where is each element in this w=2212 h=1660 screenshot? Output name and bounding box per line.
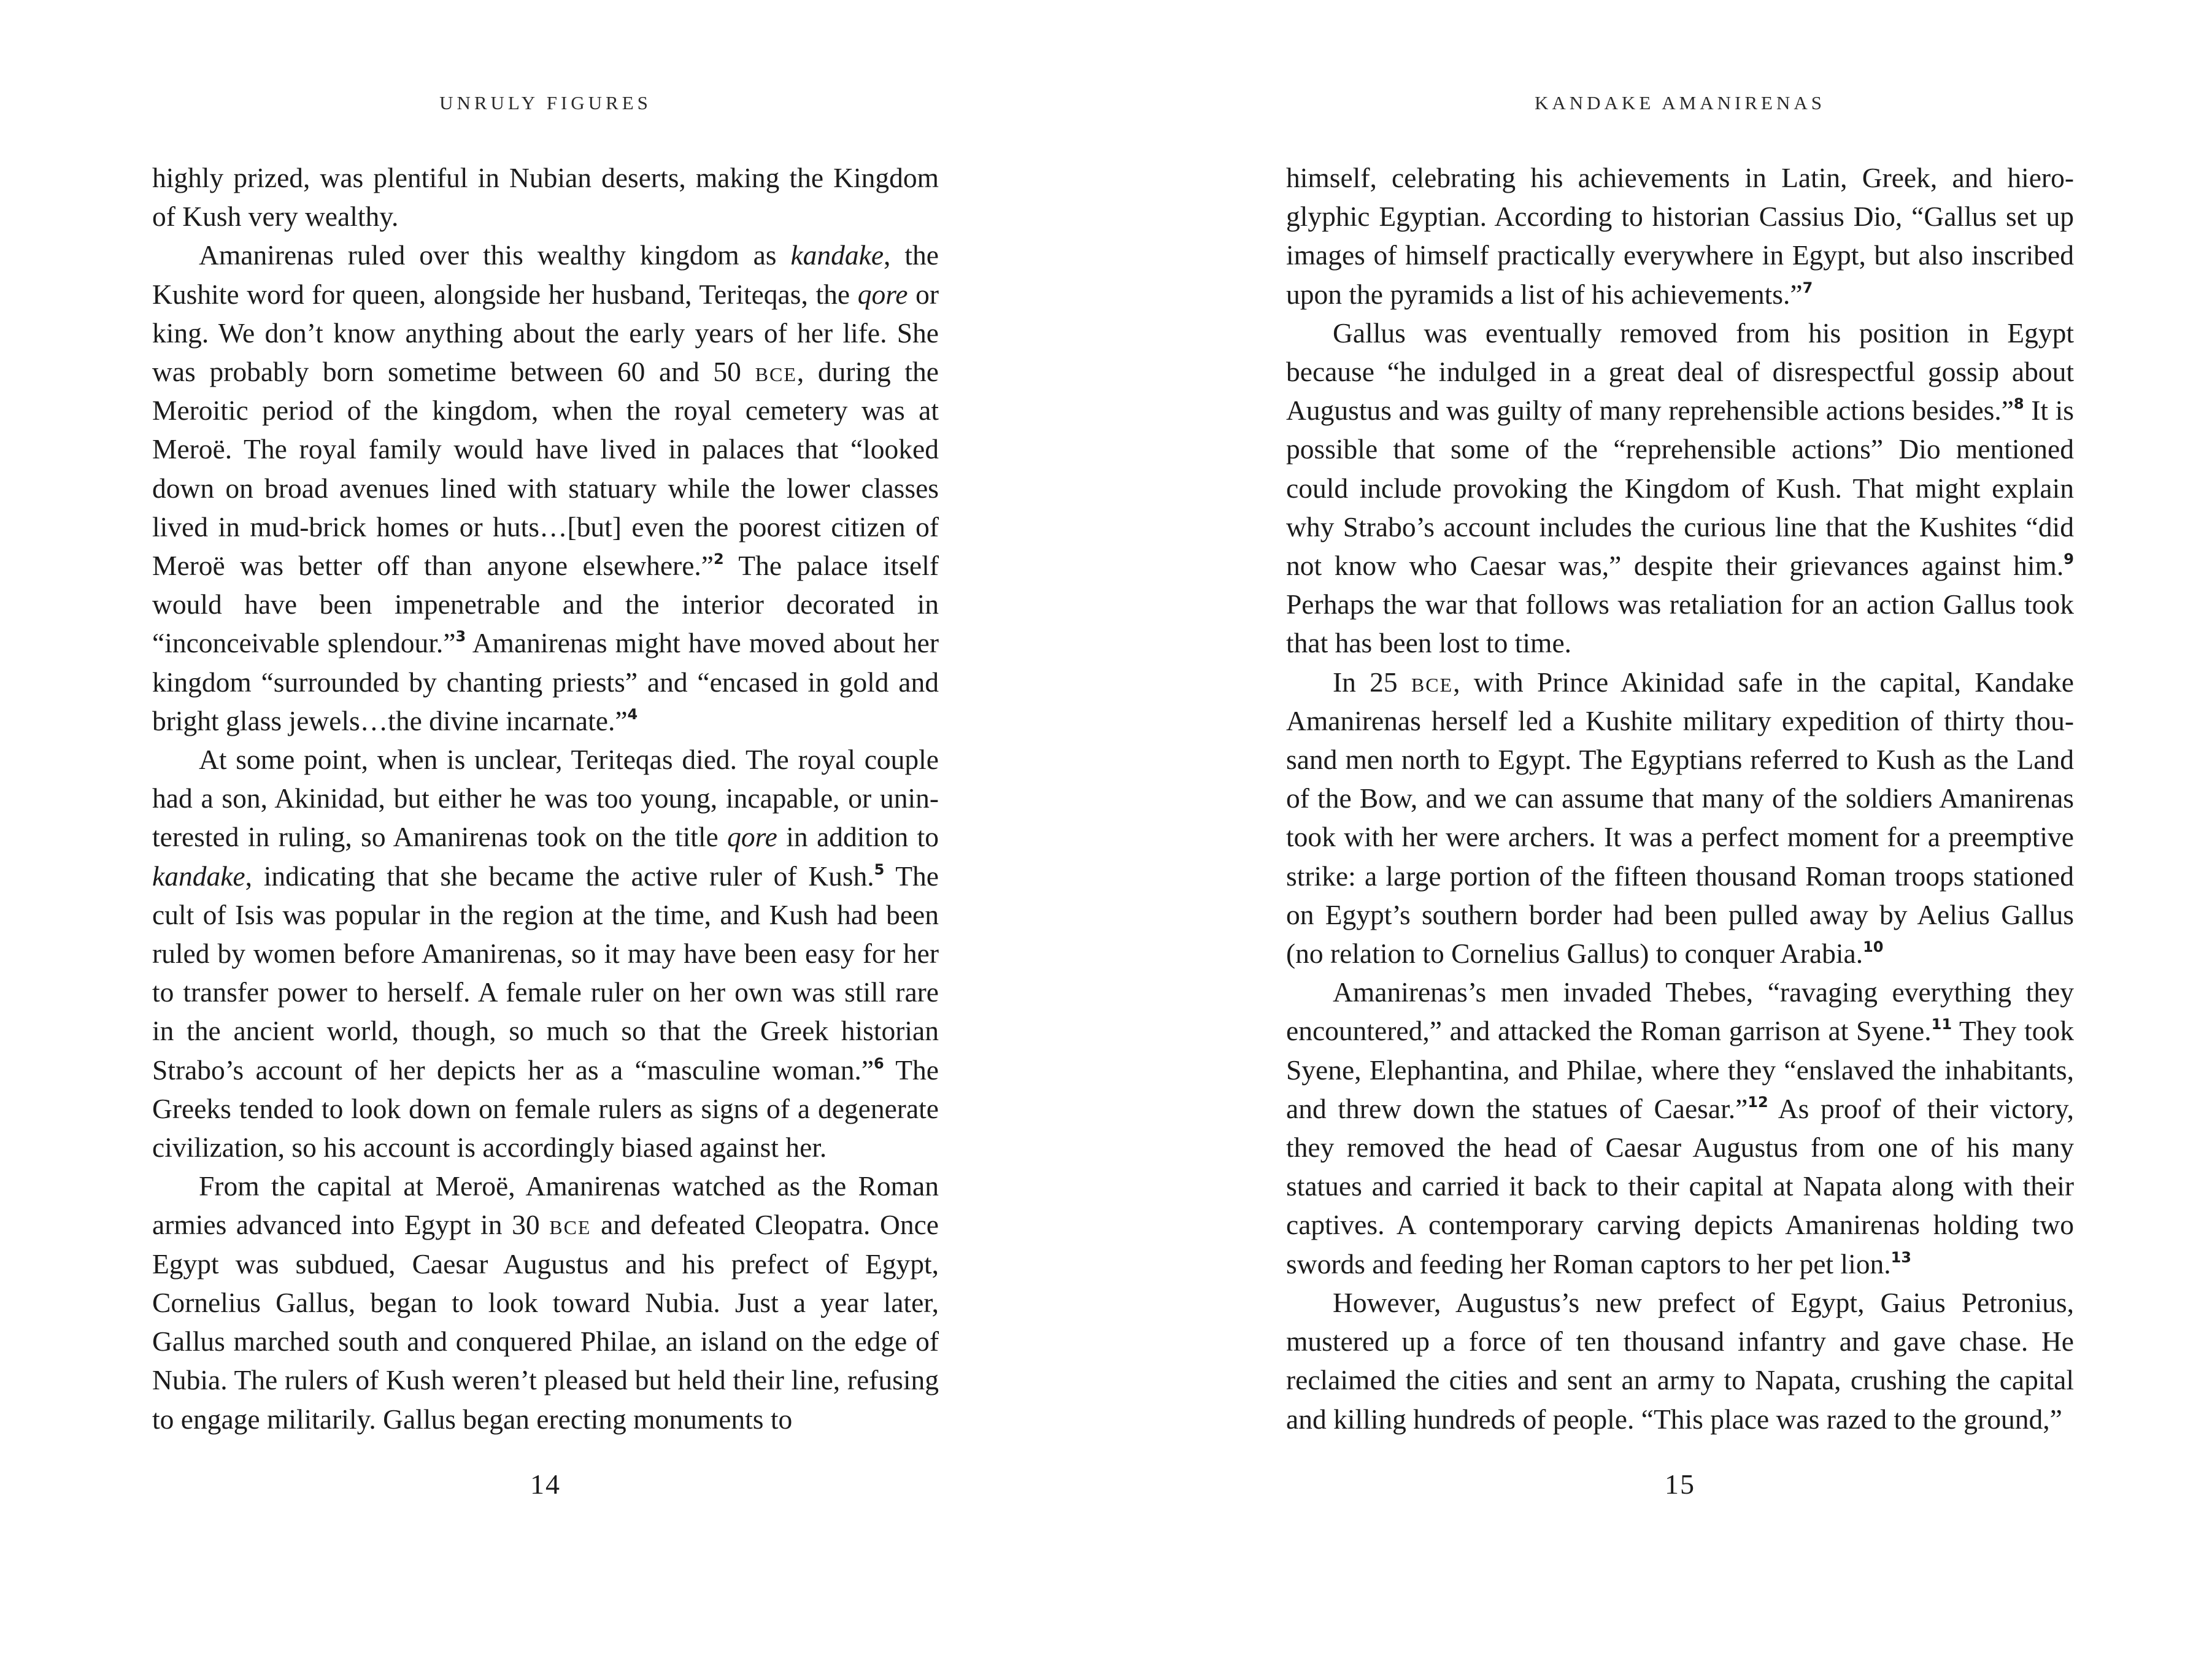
text-run: or king. We don’t know anything about the early years of her life. She was probably born sometime between 60 and 50 [152, 278, 939, 388]
footnote-marker: 5 [874, 860, 885, 878]
paragraph [152, 740, 939, 1167]
italic-term: kandake [790, 239, 884, 271]
footnote-marker: 7 [1802, 279, 1813, 296]
text-run: In 25 [1333, 666, 1411, 698]
text-run: They took Syene, Elephantina, and Philae, where they “enslaved the inhabitants, and threw down the statues of Caesar.” [1286, 1015, 2074, 1124]
italic-term: qore [857, 278, 908, 310]
paragraph [1286, 1283, 2074, 1438]
text-run: Amanirenas’s men invaded Thebes, “ravaging everything they encountered,” and attacked the Roman garrison at Syene. [1286, 976, 2074, 1047]
text-run: , indicating that she became the active ruler of Kush. [245, 860, 874, 892]
running-head: UNRULY FIGURES [439, 92, 652, 114]
era-abbreviation: bce [755, 356, 797, 388]
text-run: As proof of their victory, they removed the head of Caesar Augustus from one of his many statues and carried it back to their capital at Napata along with their captives. A contemporary carving depicts Amanirenas holding two swords and feeding her Roman captors to her pet lion. [1286, 1092, 2074, 1280]
text-run: , the Kushite word for queen, alongside her husband, Teriteqas, the [152, 239, 939, 310]
footnote-marker: 3 [455, 628, 466, 646]
text-run: It is possible that some of the “reprehensible actions” Dio mentioned could include provoking the Kingdom of Kush. That might explain why Strabo’s account includes the curious line that the Kushites “did not know who Caesar was,” despite their grievances against him. [1286, 395, 2074, 582]
era-abbreviation: bce [1411, 666, 1454, 698]
running-head: KANDAKE AMANIRENAS [1535, 92, 1825, 114]
text-run: in addition to [777, 821, 939, 853]
paragraph [152, 1167, 939, 1438]
text-run: Gallus was eventually removed from his position in Egypt because “he indulged in a great deal of disrespectful gossip about Augustus and was guilty of many reprehensible actions besides.” [1286, 317, 2074, 427]
era-abbreviation: bce [549, 1209, 592, 1241]
paragraph [1286, 973, 2074, 1283]
footnote-marker: 13 [1890, 1248, 1911, 1266]
page-number: 14 [530, 1469, 561, 1500]
footnote-marker: 2 [713, 550, 724, 568]
text-run: Perhaps the war that follows was retaliation for an action Gallus took that has been lost to time. [1286, 589, 2074, 659]
text-run: , with Prince Akinidad safe in the capital, Kandake Amanirenas herself led a Kushite military expedition of thirty thousand men north to Egypt. The Egyptians referred to Kush as the Land of the Bow, and we can assume that many of the soldiers Amanirenas took with her were archers. It was a perfect moment for a preemptive strike: a large portion of the fifteen thousand Roman troops stationed on Egypt’s southern border had been pulled away by Aelius Gallus (no relation to Cornelius Gallus) to conquer Arabia. [1286, 666, 2075, 970]
body-text [1286, 158, 2074, 1438]
text-run: The Greeks tended to look down on female rulers as signs of a degenerate civilization, so his account is accordingly biased against her. [152, 1054, 939, 1164]
footnote-marker: 8 [2013, 395, 2024, 413]
text-run: Amanirenas ruled over this wealthy kingdom as [199, 239, 791, 271]
right-page [1106, 0, 2212, 1660]
text-run: However, Augustus’s new prefect of Egypt, Gaius Petronius, mustered up a force of ten thousand infantry and gave chase. He reclaimed the cities and sent an army to Napata, crushing the capital and killing hundreds of people. “This place was razed to the ground,” [1286, 1286, 2074, 1435]
text-run: himself, celebrating his achievements in Latin, Greek, and hieroglyphic Egyptian. According to historian Cassius Dio, “Gallus set up images of himself practically everywhere in Egypt, but also inscribed upon the pyramids a list of his achievements.” [1286, 162, 2074, 310]
footnote-marker: 9 [2064, 550, 2074, 568]
paragraph [152, 158, 939, 236]
italic-term: kandake [152, 860, 245, 892]
text-run: The palace itself would have been impenetrable and the interior decorated in “inconceivable splendour.” [152, 550, 939, 659]
text-run: Amanirenas might have moved about her kingdom “surrounded by chanting priests” and “encased in gold and bright glass jewels…the divine incarnate.” [152, 627, 939, 736]
text-run: and defeated Cleopatra. Once Egypt was subdued, Caesar Augustus and his prefect of Egypt, Cornelius Gallus, began to look toward Nubia. Just a year later, Gallus marched south and conquered Philae, an island on the edge of Nubia. The rulers of Kush weren’t pleased but held their line, refusing to engage militarily. Gallus began erecting monuments to [152, 1209, 939, 1435]
footnote-marker: 10 [1863, 938, 1884, 956]
footnote-marker: 6 [874, 1054, 884, 1072]
page-number: 15 [1665, 1469, 1695, 1500]
paragraph [1286, 663, 2074, 973]
paragraph [152, 236, 939, 740]
footnote-marker: 12 [1748, 1093, 1768, 1111]
body-text [152, 158, 939, 1438]
text-run: The cult of Isis was popular in the region at the time, and Kush had been ruled by women before Amanirenas, so it may have been easy for her to transfer power to herself. A female ruler on her own was still rare in the ancient world, though, so much so that the Greek historian Strabo’s account of her depicts her as a “masculine woman.” [152, 860, 939, 1086]
footnote-marker: 4 [627, 705, 638, 723]
text-run: highly prized, was plentiful in Nubian deserts, making the Kingdom of Kush very wealthy. [152, 162, 939, 233]
text-run: At some point, when is unclear, Teriteqas died. The royal couple had a son, Akinidad, but either he was too young, incapable, or uninterested in ruling, so Amanirenas took on the title [152, 744, 939, 853]
italic-term: qore [727, 821, 777, 853]
paragraph [1286, 158, 2074, 314]
text-run: , during the Meroitic period of the kingdom, when the royal cemetery was at Meroë. The royal family would have lived in palaces that “looked down on broad avenues lined with statuary while the lower classes lived in mud-brick homes or huts…[but] even the poorest citizen of Meroë was better off than anyone elsewhere.” [152, 356, 939, 582]
text-run: From the capital at Meroë, Amanirenas watched as the Roman armies advanced into Egypt in 30 [152, 1170, 939, 1241]
footnote-marker: 11 [1931, 1016, 1952, 1033]
paragraph [1286, 314, 2074, 663]
